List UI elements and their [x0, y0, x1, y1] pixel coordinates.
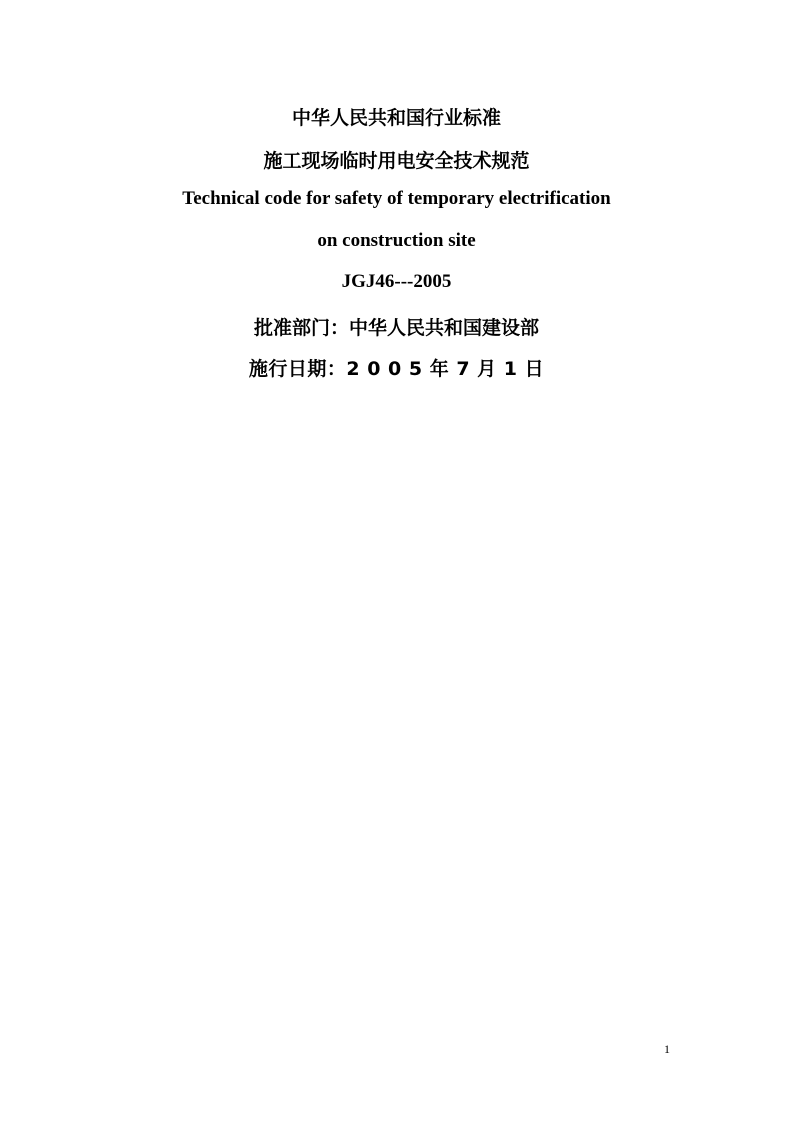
document-title-english-line-1: Technical code for safety of temporary electrification	[182, 188, 611, 209]
page-number: 1	[664, 1042, 670, 1056]
effective-date: 施行日期：2 0 0 5 年 7 月 1 日	[248, 358, 545, 380]
standard-category-heading: 中华人民共和国行业标准	[291, 107, 501, 129]
standard-code: JGJ46---2005	[341, 271, 452, 292]
approval-department: 批准部门：中华人民共和国建设部	[253, 317, 539, 339]
document-title-chinese: 施工现场临时用电安全技术规范	[263, 150, 530, 172]
document-title-english-line-2: on construction site	[317, 230, 476, 251]
